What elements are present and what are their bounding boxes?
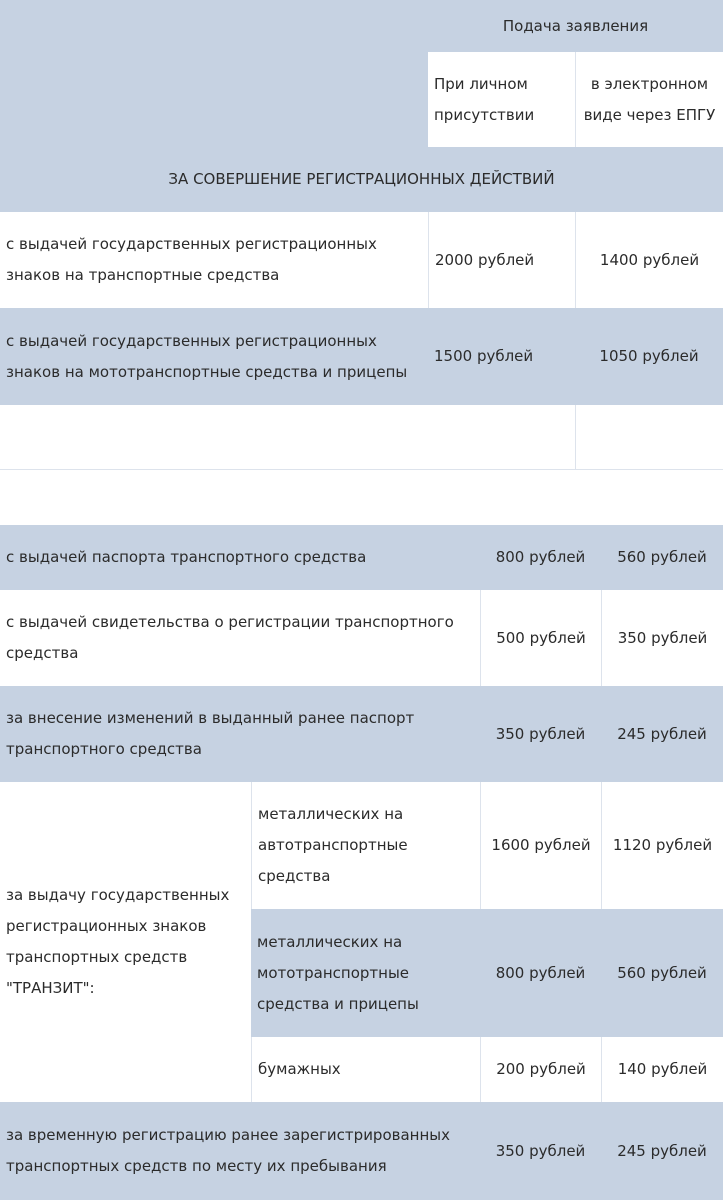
transit-item-electronic: 560 рублей <box>601 909 723 1037</box>
table-row-electronic: 245 рублей <box>601 1102 723 1200</box>
header-corner-cell <box>0 0 428 147</box>
transit-item-electronic: 1120 рублей <box>601 782 723 909</box>
table-row-in-person: 2000 рублей <box>428 212 575 308</box>
transit-item-label: металлических на автотранспортные средства <box>251 782 480 909</box>
fees-table-bottom <box>0 525 723 1200</box>
transit-item-label: металлических на мототранспортные средства и прицепы <box>251 909 480 1037</box>
transit-item-in-person: 800 рублей <box>480 909 601 1037</box>
table-row-in-person: 350 рублей <box>480 1102 601 1200</box>
transit-item-label: бумажных <box>251 1037 480 1102</box>
table-row-label: с выдачей государственных регистрационных знаков на транспортные средства <box>0 212 428 308</box>
section-title: ЗА СОВЕРШЕНИЕ РЕГИСТРАЦИОННЫХ ДЕЙСТВИЙ <box>0 147 723 212</box>
transit-item-in-person: 1600 рублей <box>480 782 601 909</box>
table-row-label: за внесение изменений в выданный ранее паспорт транспортного средства <box>0 686 480 782</box>
table-row-in-person: 800 рублей <box>480 525 601 590</box>
table-row-electronic: 1400 рублей <box>575 212 723 308</box>
in-person-header: При личном присутствии <box>428 52 575 147</box>
table-row-electronic: 350 рублей <box>601 590 723 686</box>
table-row-label: с выдачей свидетельства о регистрации транспортного средства <box>0 590 480 686</box>
fees-table-top <box>0 0 723 470</box>
empty-row-cell <box>0 405 575 470</box>
table-row-electronic: 560 рублей <box>601 525 723 590</box>
table-row-label: за временную регистрацию ранее зарегистрированных транспортных средств по месту их пребывания <box>0 1102 480 1200</box>
transit-label: за выдачу государственных регистрационных знаков транспортных средств "ТРАНЗИТ": <box>0 782 251 1102</box>
table-row-in-person: 1500 рублей <box>428 308 575 405</box>
table-row-in-person: 350 рублей <box>480 686 601 782</box>
table-row-electronic: 245 рублей <box>601 686 723 782</box>
submission-header: Подача заявления <box>428 0 723 52</box>
table-row-in-person: 500 рублей <box>480 590 601 686</box>
transit-item-in-person: 200 рублей <box>480 1037 601 1102</box>
table-row-label: с выдачей государственных регистрационных знаков на мототранспортные средства и прицепы <box>0 308 428 405</box>
transit-item-electronic: 140 рублей <box>601 1037 723 1102</box>
electronic-header: в электронном виде через ЕПГУ <box>575 52 723 147</box>
empty-row-cell <box>575 405 723 470</box>
table-row-electronic: 1050 рублей <box>575 308 723 405</box>
table-row-label: с выдачей паспорта транспортного средства <box>0 525 480 590</box>
